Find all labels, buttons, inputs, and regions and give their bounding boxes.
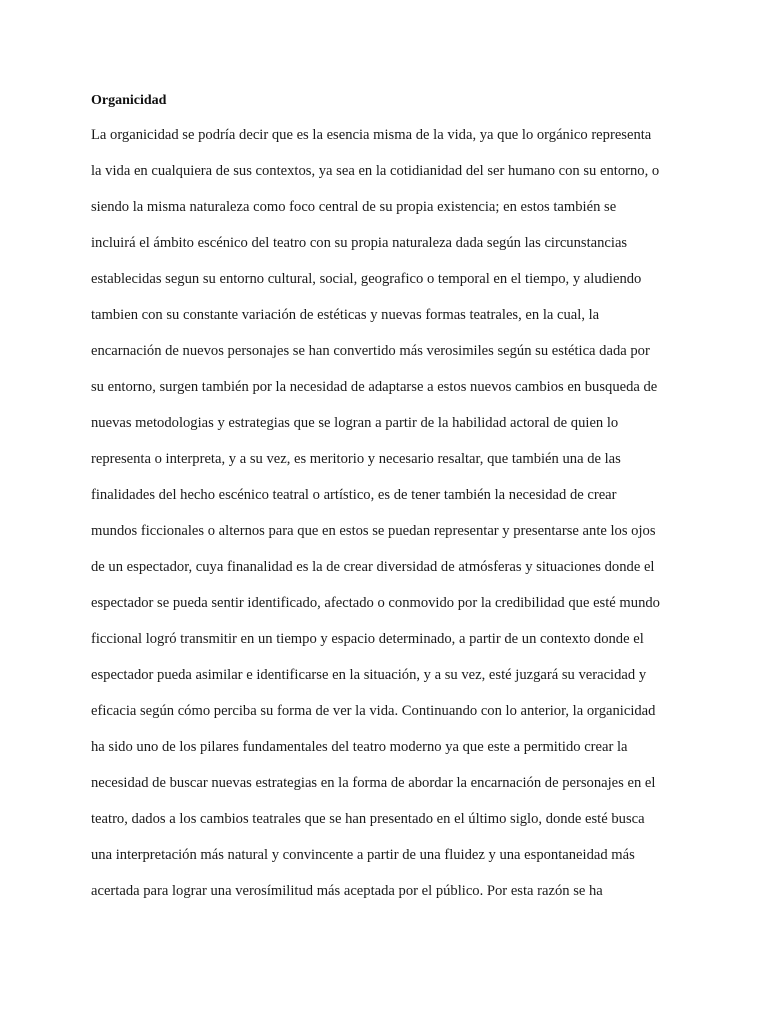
paragraph-line: eficacia según cómo perciba su forma de ver la vida. Continuando con lo anterior, la organicidad — [91, 703, 656, 719]
paragraph-line: la vida en cualquiera de sus contextos, ya sea en la cotidianidad del ser humano con su entorno, o — [91, 163, 660, 179]
paragraph-line: acertada para lograr una verosímilitud más aceptada por el público. Por esta razón se ha — [91, 883, 603, 899]
paragraph-line: espectador se pueda sentir identificado, afectado o conmovido por la credibilidad que esté mundo — [91, 595, 660, 611]
paragraph-line: finalidades del hecho escénico teatral o artístico, es de tener también la necesidad de crear — [91, 487, 617, 503]
paragraph-line: establecidas segun su entorno cultural, social, geografico o temporal en el tiempo, y aludiendo — [91, 271, 642, 287]
paragraph-line: encarnación de nuevos personajes se han convertido más verosimiles según su estética dada por — [91, 343, 650, 359]
paragraph-line: incluirá el ámbito escénico del teatro con su propia naturaleza dada según las circunstancias — [91, 235, 628, 251]
paragraph-line: siendo la misma naturaleza como foco central de su propia existencia; en estos también se — [91, 199, 617, 215]
document-title: Organicidad — [91, 93, 167, 108]
paragraph-line: nuevas metodologias y estrategias que se logran a partir de la habilidad actoral de quien lo — [91, 415, 619, 431]
paragraph-line: representa o interpreta, y a su vez, es meritorio y necesario resaltar, que también una de las — [91, 451, 621, 467]
paragraph-line: La organicidad se podría decir que es la esencia misma de la vida, ya que lo orgánico representa — [91, 127, 652, 143]
paragraph-line: espectador pueda asimilar e identificarse en la situación, y a su vez, esté juzgará su veracidad y — [91, 667, 647, 683]
paragraph-line: necesidad de buscar nuevas estrategias en la forma de abordar la encarnación de personajes en el — [91, 775, 656, 791]
paragraph-line: de un espectador, cuya finanalidad es la de crear diversidad de atmósferas y situaciones donde el — [91, 559, 655, 575]
paragraph-line: ha sido uno de los pilares fundamentales del teatro moderno ya que este a permitido crear la — [91, 739, 628, 755]
paragraph-line: tambien con su constante variación de estéticas y nuevas formas teatrales, en la cual, la — [91, 307, 600, 323]
paragraph-line: una interpretación más natural y convincente a partir de una fluidez y una espontaneidad más — [91, 847, 635, 863]
paragraph-line: ficcional logró transmitir en un tiempo y espacio determinado, a partir de un contexto donde el — [91, 631, 644, 647]
paragraph-line: mundos ficcionales o alternos para que en estos se puedan representar y presentarse ante los ojos — [91, 523, 656, 539]
paragraph-line: teatro, dados a los cambios teatrales que se han presentado en el último siglo, donde esté busca — [91, 811, 645, 827]
paragraph-line: su entorno, surgen también por la necesidad de adaptarse a estos nuevos cambios en busqueda de — [91, 379, 658, 395]
